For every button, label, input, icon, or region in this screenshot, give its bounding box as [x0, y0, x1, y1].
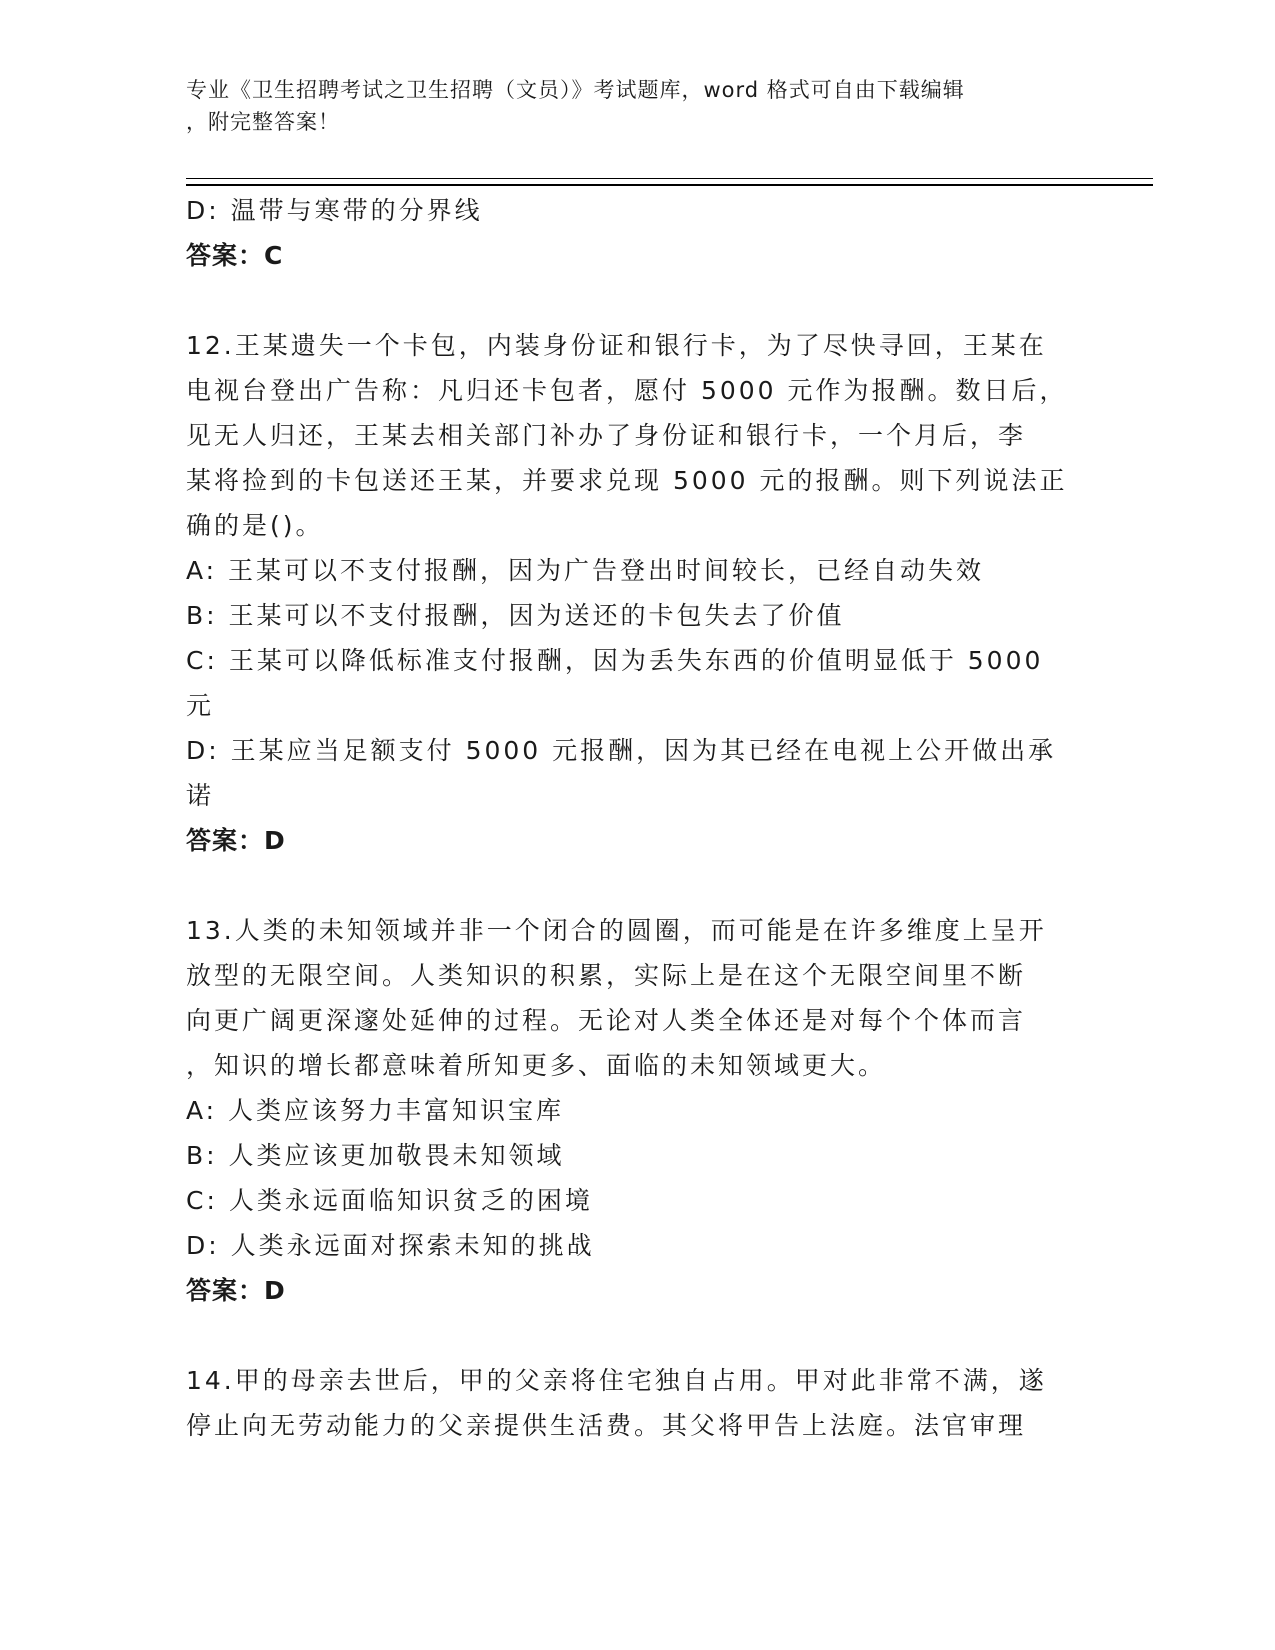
spacer [186, 1313, 1086, 1358]
option-a: A: 人类应该努力丰富知识宝库 [186, 1096, 565, 1125]
option-d: D: 人类永远面对探索未知的挑战 [186, 1231, 595, 1260]
option-d: D: 王某应当足额支付 5000 元报酬，因为其已经在电视上公开做出承 [186, 736, 1057, 765]
option-c: C: 王某可以降低标准支付报酬，因为丢失东西的价值明显低于 5000 [186, 646, 1044, 675]
document-header [186, 74, 1066, 138]
question-text-line: 14.甲的母亲去世后，甲的父亲将住宅独自占用。甲对此非常不满，遂 [186, 1366, 1047, 1395]
document-body [186, 188, 1086, 1448]
question-text-line: 某将捡到的卡包送还王某，并要求兑现 5000 元的报酬。则下列说法正 [186, 466, 1068, 495]
question-text-line: 停止向无劳动能力的父亲提供生活费。其父将甲告上法庭。法官审理 [186, 1411, 1027, 1440]
spacer [186, 278, 1086, 323]
option-b: B: 人类应该更加敬畏未知领域 [186, 1141, 565, 1170]
question-text-line: 13.人类的未知领域并非一个闭合的圆圈，而可能是在许多维度上呈开 [186, 916, 1047, 945]
option-a: A: 王某可以不支付报酬，因为广告登出时间较长，已经自动失效 [186, 556, 985, 585]
question-text-line: ，知识的增长都意味着所知更多、面临的未知领域更大。 [186, 1051, 887, 1080]
header-line-2: ，附完整答案！ [186, 110, 340, 134]
question-text-line: 向更广阔更深邃处延伸的过程。无论对人类全体还是对每个个体而言 [186, 1006, 1027, 1035]
option-c: C: 人类永远面临知识贫乏的困境 [186, 1186, 593, 1215]
question-text-line: 12.王某遗失一个卡包，内装身份证和银行卡，为了尽快寻回，王某在 [186, 331, 1047, 360]
question-12 [186, 323, 1086, 863]
option-c-continued: 元 [186, 691, 215, 720]
header-line-1: 专业《卫生招聘考试之卫生招聘（文员）》考试题库，word 格式可自由下载编辑 [186, 78, 965, 102]
question-text-line: 电视台登出广告称：凡归还卡包者，愿付 5000 元作为报酬。数日后， [186, 376, 1068, 405]
option-d-continued: 诺 [186, 781, 215, 810]
question-text-line: 见无人归还，王某去相关部门补办了身份证和银行卡，一个月后，李 [186, 421, 1027, 450]
question-14 [186, 1358, 1086, 1448]
question-text-line: 确的是()。 [186, 511, 324, 540]
spacer [186, 863, 1086, 908]
option-b: B: 王某可以不支付报酬，因为送还的卡包失去了价值 [186, 601, 845, 630]
answer: 答案：C [186, 241, 284, 270]
answer: 答案：D [186, 826, 286, 855]
header-divider [186, 178, 1153, 186]
previous-question-tail [186, 188, 1086, 278]
answer: 答案：D [186, 1276, 286, 1305]
option-d: D: 温带与寒带的分界线 [186, 196, 483, 225]
question-text-line: 放型的无限空间。人类知识的积累，实际上是在这个无限空间里不断 [186, 961, 1027, 990]
question-13 [186, 908, 1086, 1313]
